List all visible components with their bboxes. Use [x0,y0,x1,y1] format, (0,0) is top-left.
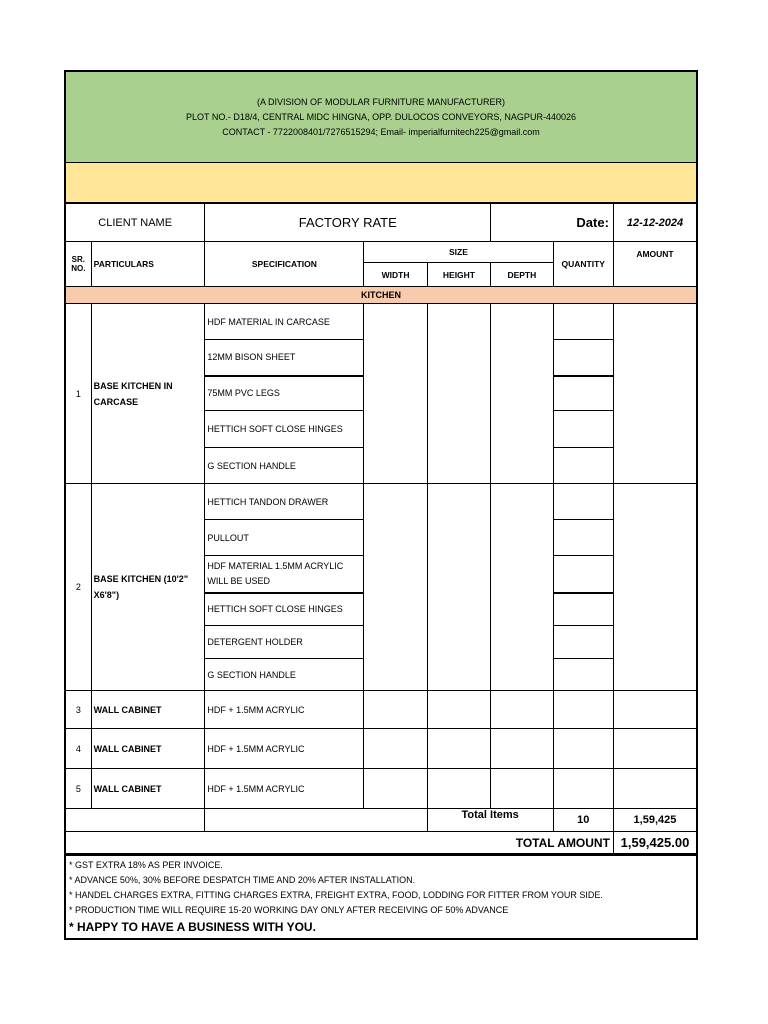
col-height: HEIGHT [427,263,490,287]
item-particulars: WALL CABINET [91,729,205,769]
blank-banner [64,163,698,203]
item-sr: 1 [65,304,91,484]
item-spec: G SECTION HANDLE [205,448,364,484]
item-particulars: BASE KITCHEN IN CARCASE [91,304,205,484]
contact-line: CONTACT - 7722008401/7276515294; Email- imperialfurnitech225@gmail.com [222,126,540,137]
blank-cell [65,809,205,832]
item-qty [553,304,613,340]
item-qty [553,520,613,556]
item-spec: HDF MATERIAL IN CARCASE [205,304,364,340]
table-row [65,304,697,340]
item-spec: 12MM BISON SHEET [205,340,364,376]
date-value: 12-12-2024 [613,204,697,242]
header-row-1 [65,242,697,263]
quotation-sheet [64,70,698,940]
item-spec: HDF MATERIAL 1.5MM ACRYLIC WILL BE USED [205,556,364,593]
section-row [65,287,697,304]
col-size: SIZE [364,242,553,263]
note-line: * PRODUCTION TIME WILL REQUIRE 15-20 WORKING DAY ONLY AFTER RECEIVING OF 50% ADVANCE [69,905,509,915]
item-spec: HDF + 1.5MM ACRYLIC [205,769,364,809]
note-line: * ADVANCE 50%, 30% BEFORE DESPATCH TIME AND 20% AFTER INSTALLATION. [69,875,416,885]
total-amount-row [65,832,697,854]
col-quantity: QUANTITY [553,242,613,287]
date-label: Date: [491,204,614,242]
total-items-row [65,809,697,832]
table-row [65,769,697,809]
factory-rate-label: FACTORY RATE [205,204,491,242]
item-height [427,769,490,809]
item-sr: 4 [65,729,91,769]
item-qty [553,729,613,769]
item-particulars: WALL CABINET [91,769,205,809]
item-sr: 5 [65,769,91,809]
total-items-amount: 1,59,425 [613,809,697,832]
item-height [427,691,490,729]
section-title: KITCHEN [65,287,697,304]
client-name-label: CLIENT NAME [65,204,205,242]
item-sr: 3 [65,691,91,729]
item-qty [553,376,613,411]
item-qty [553,448,613,484]
note-line: * GST EXTRA 18% AS PER INVOICE. [69,860,223,870]
col-depth: DEPTH [491,263,553,287]
item-qty [553,484,613,520]
item-spec: HETTICH SOFT CLOSE HINGES [205,411,364,448]
item-spec: PULLOUT [205,520,364,556]
item-particulars: BASE KITCHEN (10'2" X6'8") [91,484,205,691]
col-width: WIDTH [364,263,427,287]
item-qty [553,340,613,376]
quotation-table [64,203,698,854]
item-amount [613,769,697,809]
item-qty [553,556,613,593]
item-height [427,484,490,691]
item-qty [553,659,613,691]
item-depth [491,729,553,769]
col-specification: SPECIFICATION [205,242,364,287]
item-depth [491,691,553,729]
division-line: (A DIVISION OF MODULAR FURNITURE MANUFACTURER) [256,96,505,107]
item-spec: HDF + 1.5MM ACRYLIC [205,729,364,769]
item-amount [613,484,697,691]
item-depth [491,304,553,484]
item-spec: 75MM PVC LEGS [205,376,364,411]
table-row [65,729,697,769]
item-height [427,304,490,484]
item-spec: HDF + 1.5MM ACRYLIC [205,691,364,729]
item-spec: G SECTION HANDLE [205,659,364,691]
item-width [364,304,427,484]
client-row [65,204,697,242]
item-qty [553,626,613,659]
item-amount [613,304,697,484]
item-width [364,484,427,691]
table-row [65,691,697,729]
item-qty [553,769,613,809]
col-particulars: PARTICULARS [91,242,205,287]
item-depth [491,769,553,809]
item-amount [613,691,697,729]
col-sr: SR. NO. [65,242,91,287]
col-amount: AMOUNT [613,242,697,287]
item-qty [553,593,613,626]
table-row [65,484,697,520]
address-line: PLOT NO.- D18/4, CENTRAL MIDC HINGNA, OPP. DULOCOS CONVEYORS, NAGPUR-440026 [186,111,576,122]
total-amount-label: TOTAL AMOUNT [65,832,613,854]
item-width [364,769,427,809]
item-depth [491,484,553,691]
terms-notes [64,854,698,940]
closing-line: * HAPPY TO HAVE A BUSINESS WITH YOU. [69,920,316,934]
item-spec: HETTICH TANDON DRAWER [205,484,364,520]
item-spec: DETERGENT HOLDER [205,626,364,659]
item-sr: 2 [65,484,91,691]
item-particulars: WALL CABINET [91,691,205,729]
item-qty [553,411,613,448]
total-items-label: Total Items [427,809,553,832]
note-line: * HANDEL CHARGES EXTRA, FITTING CHARGES EXTRA, FREIGHT EXTRA, FOOD, LODDING FOR FITTER FROM YOUR SIDE. [69,890,603,900]
item-amount [613,729,697,769]
total-items-qty: 10 [553,809,613,832]
item-qty [553,691,613,729]
item-spec: HETTICH SOFT CLOSE HINGES [205,593,364,626]
item-height [427,729,490,769]
company-header [64,70,698,163]
item-width [364,729,427,769]
item-width [364,691,427,729]
total-amount-value: 1,59,425.00 [613,832,697,854]
blank-cell [205,809,427,832]
